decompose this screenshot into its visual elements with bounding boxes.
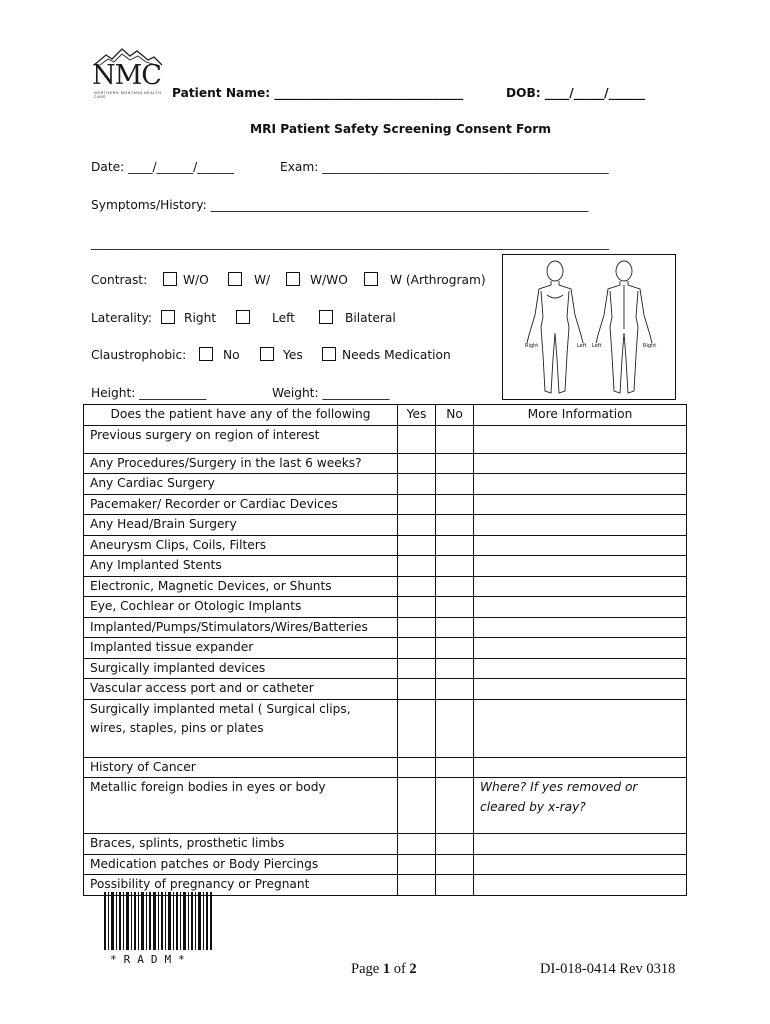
page-prefix: Page — [351, 961, 380, 977]
form-title: MRI Patient Safety Screening Consent Form — [250, 122, 551, 136]
info-cell[interactable] — [474, 834, 687, 855]
no-cell[interactable] — [436, 515, 474, 536]
yes-cell[interactable] — [398, 699, 436, 757]
table-row — [84, 757, 687, 778]
contrast-arthrogram-checkbox[interactable] — [364, 272, 378, 286]
body-diagram[interactable] — [502, 254, 676, 400]
table-row — [84, 453, 687, 474]
table-row — [84, 679, 687, 700]
row-question: Electronic, Magnetic Devices, or Shunts — [84, 576, 398, 597]
table-row — [84, 778, 687, 834]
no-cell[interactable] — [436, 679, 474, 700]
screening-table — [83, 404, 687, 896]
diagram-label-right-front: Right — [525, 343, 539, 349]
table-row — [84, 474, 687, 495]
info-cell[interactable] — [474, 757, 687, 778]
row-question: Any Cardiac Surgery — [84, 474, 398, 495]
table-row — [84, 617, 687, 638]
row-question: History of Cancer — [84, 757, 398, 778]
contrast-w-label: W/ — [254, 273, 271, 287]
row-question: Any Head/Brain Surgery — [84, 515, 398, 536]
no-cell[interactable] — [436, 425, 474, 453]
yes-cell[interactable] — [398, 854, 436, 875]
info-cell[interactable] — [474, 597, 687, 618]
yes-cell[interactable] — [398, 535, 436, 556]
contrast-wo-checkbox[interactable] — [163, 272, 177, 286]
no-cell[interactable] — [436, 699, 474, 757]
claustrophobic-label: Claustrophobic: — [91, 348, 187, 362]
info-cell[interactable] — [474, 474, 687, 495]
yes-cell[interactable] — [398, 834, 436, 855]
header-yes: Yes — [398, 405, 436, 426]
claustrophobic-medication-checkbox[interactable] — [322, 347, 336, 361]
table-row — [84, 556, 687, 577]
claustrophobic-no-label: No — [223, 348, 240, 362]
no-cell[interactable] — [436, 576, 474, 597]
yes-cell[interactable] — [398, 875, 436, 896]
document-id: DI-018-0414 Rev 0318 — [540, 961, 676, 977]
info-cell[interactable] — [474, 638, 687, 659]
row-question: Vascular access port and or catheter — [84, 679, 398, 700]
yes-cell[interactable] — [398, 515, 436, 536]
row-question: Surgically implanted metal ( Surgical clips, wires, staples, pins or plates — [84, 699, 398, 757]
info-cell[interactable] — [474, 425, 687, 453]
contrast-wo-label: W/O — [183, 273, 209, 287]
no-cell[interactable] — [436, 875, 474, 896]
table-row — [84, 576, 687, 597]
yes-cell[interactable] — [398, 757, 436, 778]
yes-cell[interactable] — [398, 638, 436, 659]
nmc-logo — [92, 46, 164, 98]
info-cell[interactable] — [474, 658, 687, 679]
claustrophobic-yes-checkbox[interactable] — [260, 347, 274, 361]
no-cell[interactable] — [436, 617, 474, 638]
yes-cell[interactable] — [398, 617, 436, 638]
barcode-icon — [104, 892, 212, 950]
table-row — [84, 515, 687, 536]
contrast-wwo-label: W/WO — [310, 273, 348, 287]
row-question: Implanted tissue expander — [84, 638, 398, 659]
row-question: Pacemaker/ Recorder or Cardiac Devices — [84, 494, 398, 515]
contrast-label: Contrast: — [91, 273, 148, 287]
info-cell[interactable] — [474, 453, 687, 474]
height-field[interactable]: Height: ___________ — [91, 386, 207, 400]
table-row — [84, 425, 687, 453]
table-row — [84, 699, 687, 757]
weight-field[interactable]: Weight: ___________ — [272, 386, 390, 400]
info-cell[interactable] — [474, 699, 687, 757]
no-cell[interactable] — [436, 535, 474, 556]
page-current: 1 — [382, 961, 391, 977]
yes-cell[interactable] — [398, 425, 436, 453]
header-more-info: More Information — [474, 405, 687, 426]
body-outline-icon — [503, 255, 675, 399]
no-cell[interactable] — [436, 658, 474, 679]
no-cell[interactable] — [436, 453, 474, 474]
laterality-left-label: Left — [272, 311, 295, 325]
logo-subtext: NORTHERN MONTANA HEALTH CARE — [94, 91, 162, 99]
info-cell[interactable] — [474, 494, 687, 515]
no-cell[interactable] — [436, 834, 474, 855]
exam-field[interactable]: Exam: _______________________________________________ — [280, 160, 609, 174]
laterality-bilateral-checkbox[interactable] — [319, 310, 333, 324]
yes-cell[interactable] — [398, 658, 436, 679]
info-cell[interactable] — [474, 515, 687, 536]
logo-text: NMC — [92, 60, 161, 91]
date-field[interactable]: Date: ____/______/______ — [91, 160, 234, 174]
info-cell[interactable] — [474, 576, 687, 597]
info-cell[interactable]: Where? If yes removed or cleared by x-ray? — [474, 778, 687, 834]
laterality-right-checkbox[interactable] — [161, 310, 175, 324]
claustrophobic-medication-label: Needs Medication — [342, 348, 451, 362]
table-row — [84, 597, 687, 618]
yes-cell[interactable] — [398, 576, 436, 597]
diagram-label-right-back: Right — [643, 343, 657, 349]
info-cell[interactable] — [474, 535, 687, 556]
row-question: Possibility of pregnancy or Pregnant — [84, 875, 398, 896]
info-cell[interactable] — [474, 556, 687, 577]
yes-cell[interactable] — [398, 597, 436, 618]
claustrophobic-yes-label: Yes — [283, 348, 303, 362]
table-row — [84, 658, 687, 679]
laterality-label: Laterality: — [91, 311, 152, 325]
contrast-wwo-checkbox[interactable] — [286, 272, 300, 286]
contrast-arthrogram-label: W (Arthrogram) — [390, 273, 486, 287]
table-header-row — [84, 405, 687, 426]
row-question: Metallic foreign bodies in eyes or body — [84, 778, 398, 834]
row-question: Braces, splints, prosthetic limbs — [84, 834, 398, 855]
no-cell[interactable] — [436, 494, 474, 515]
page-of: of — [393, 961, 406, 977]
yes-cell[interactable] — [398, 453, 436, 474]
yes-cell[interactable] — [398, 556, 436, 577]
claustrophobic-no-checkbox[interactable] — [199, 347, 213, 361]
contrast-w-checkbox[interactable] — [228, 272, 242, 286]
no-cell[interactable] — [436, 556, 474, 577]
table-row — [84, 494, 687, 515]
no-cell[interactable] — [436, 778, 474, 834]
row-question: Eye, Cochlear or Otologic Implants — [84, 597, 398, 618]
table-row — [84, 638, 687, 659]
info-cell[interactable] — [474, 679, 687, 700]
no-cell[interactable] — [436, 757, 474, 778]
row-question: Any Implanted Stents — [84, 556, 398, 577]
dob-field[interactable]: DOB: ____/_____/______ — [506, 86, 646, 100]
page-number — [351, 961, 417, 978]
laterality-right-label: Right — [184, 311, 217, 325]
page-total: 2 — [409, 961, 417, 977]
row-question: Implanted/Pumps/Stimulators/Wires/Batteries — [84, 617, 398, 638]
symptoms-line-2[interactable]: _____________________________________________________________________________________ — [91, 236, 609, 250]
yes-cell[interactable] — [398, 474, 436, 495]
barcode-text: *RADM* — [110, 953, 192, 966]
yes-cell[interactable] — [398, 778, 436, 834]
diagram-label-left-front: Left — [577, 343, 587, 349]
row-question: Aneurysm Clips, Coils, Filters — [84, 535, 398, 556]
laterality-left-checkbox[interactable] — [236, 310, 250, 324]
yes-cell[interactable] — [398, 679, 436, 700]
symptoms-field[interactable]: Symptoms/History: ______________________________________________________________ — [91, 198, 589, 212]
info-cell[interactable] — [474, 617, 687, 638]
yes-cell[interactable] — [398, 494, 436, 515]
no-cell[interactable] — [436, 474, 474, 495]
header-no: No — [436, 405, 474, 426]
patient-name-field[interactable]: Patient Name: _______________________________ — [172, 86, 464, 100]
info-cell[interactable] — [474, 854, 687, 875]
laterality-bilateral-label: Bilateral — [345, 311, 396, 325]
row-question: Previous surgery on region of interest — [84, 425, 398, 453]
no-cell[interactable] — [436, 854, 474, 875]
diagram-label-left-back: Left — [592, 343, 602, 349]
row-question: Any Procedures/Surgery in the last 6 weeks? — [84, 453, 398, 474]
row-question: Medication patches or Body Piercings — [84, 854, 398, 875]
table-row — [84, 854, 687, 875]
no-cell[interactable] — [436, 597, 474, 618]
header-question: Does the patient have any of the following — [84, 405, 398, 426]
table-row — [84, 834, 687, 855]
table-row — [84, 535, 687, 556]
no-cell[interactable] — [436, 638, 474, 659]
info-cell[interactable] — [474, 875, 687, 896]
row-question: Surgically implanted devices — [84, 658, 398, 679]
